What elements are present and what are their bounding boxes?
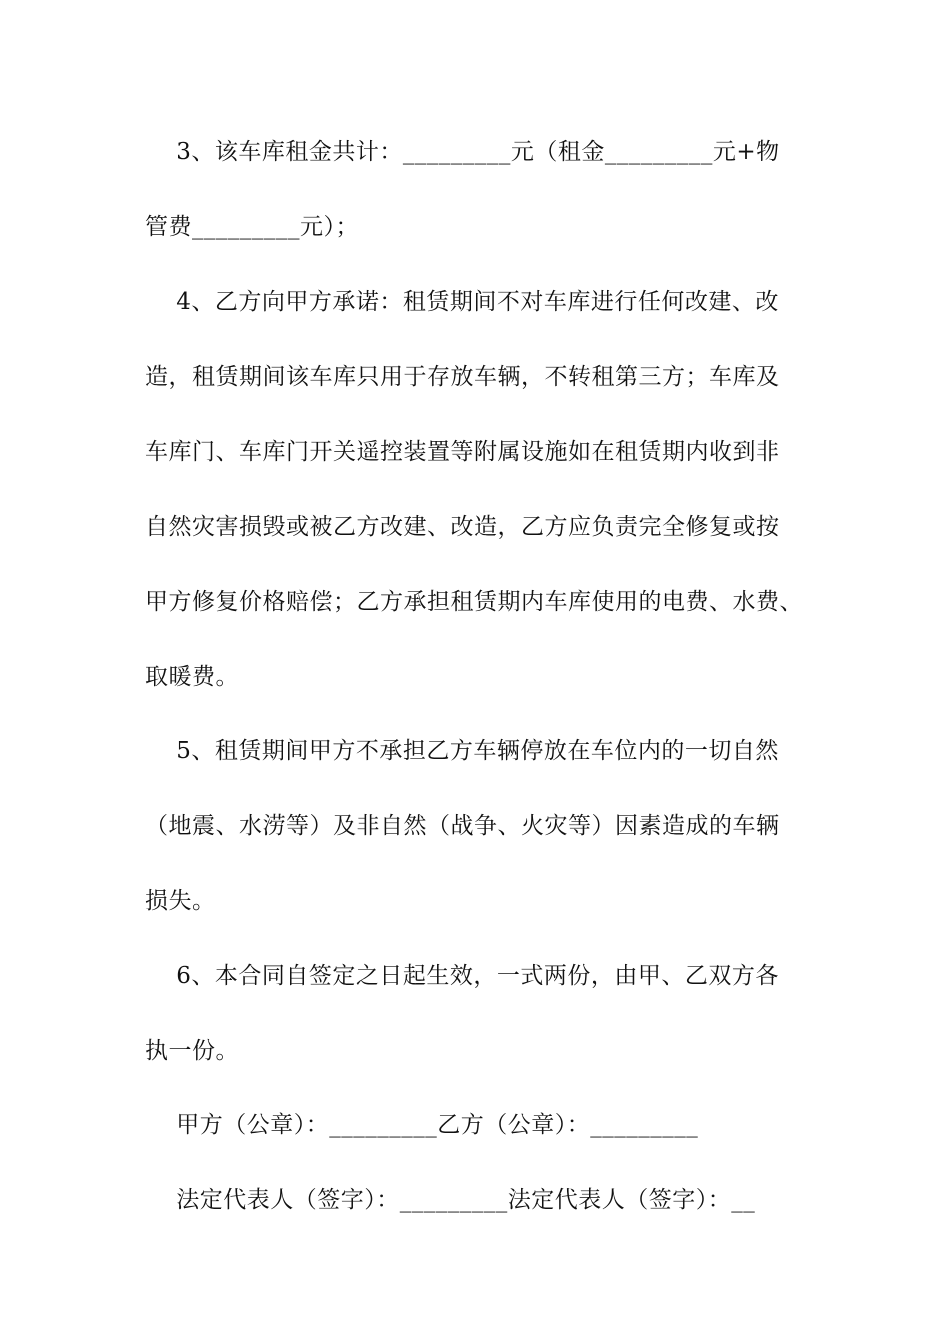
clause-4-line-3: 车库门、车库门开关遥控装置等附属设施如在租赁期内收到非	[145, 439, 780, 465]
clause-4-line-4: 自然灾害损毁或被乙方改建、改造，乙方应负责完全修复或按	[145, 514, 780, 540]
signature-representative-line: 法定代表人（签字）：_________法定代表人（签字）：__	[145, 1187, 756, 1213]
clause-3-line-2: 管费_________元）；	[145, 214, 359, 240]
clause-6-line-1: 6、本合同自签定之日起生效，一式两份，由甲、乙双方各	[145, 963, 779, 989]
clause-3-line-1: 3、该车库租金共计：_________元（租金_________元+物	[145, 139, 780, 165]
clause-4-line-1: 4、乙方向甲方承诺：租赁期间不对车库进行任何改建、改	[145, 289, 779, 315]
clause-5-line-1: 5、租赁期间甲方不承担乙方车辆停放在车位内的一切自然	[145, 738, 779, 764]
signature-seal-line: 甲方（公章）：_________乙方（公章）：_________	[145, 1112, 699, 1138]
clause-6-line-2: 执一份。	[145, 1038, 239, 1064]
clause-4-line-5: 甲方修复价格赔偿；乙方承担租赁期内车库使用的电费、水费、	[145, 589, 803, 615]
clause-5-line-2: （地震、水涝等）及非自然（战争、火灾等）因素造成的车辆	[145, 813, 780, 839]
clause-5-line-3: 损失。	[145, 888, 216, 914]
clause-4-line-6: 取暖费。	[145, 664, 239, 690]
clause-4-line-2: 造，租赁期间该车库只用于存放车辆，不转租第三方；车库及	[145, 364, 780, 390]
